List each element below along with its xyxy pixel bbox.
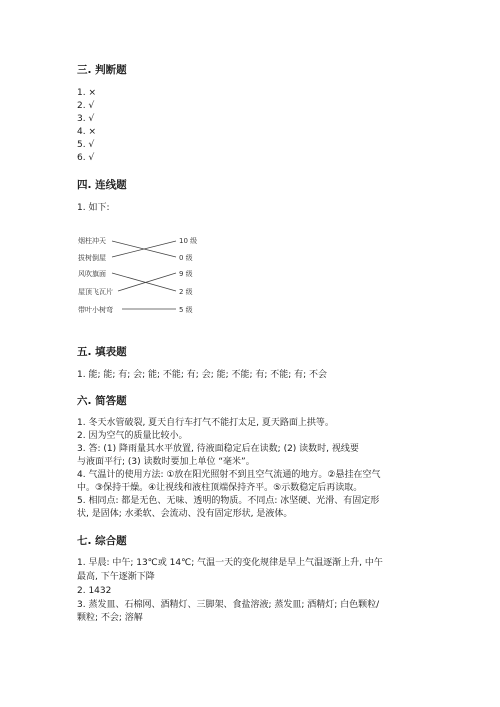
comprehensive-line: 最高, 下午逐渐下降 (77, 572, 155, 582)
short-answer-line: 3. 答: (1) 降雨量其水平放置, 待液面稳定后在读数; (2) 读数时, 视线要 (77, 444, 359, 454)
matching-right-item: 2 级 (179, 288, 193, 296)
section-title-comprehensive: 七. 综合题 (77, 535, 127, 547)
matching-right-item: 5 级 (179, 306, 193, 314)
comprehensive-line: 2. 1432 (77, 586, 112, 596)
short-answer-line: 4. 气温计的使用方法: ①放在阳光照射不到且空气流通的地方。②悬挂在空气 (77, 470, 381, 480)
short-answer-line: 与液面平行; (3) 读数时要加上单位 “毫米”。 (77, 457, 255, 467)
short-answer-line: 5. 相同点: 都是无色、无味、透明的物质。不同点: 冰坚硬、光滑、有固定形 (77, 496, 380, 506)
short-answer-line: 2. 因为空气的质量比较小。 (77, 431, 188, 441)
section-title-fill-table: 五. 填表题 (77, 346, 127, 358)
judgment-answer: 5. √ (77, 140, 95, 150)
matching-right-item: 9 级 (179, 270, 193, 278)
short-answer-line: 状, 是固体; 水柔软、会流动、没有固定形状, 是液体。 (77, 509, 293, 519)
judgment-answer: 3. √ (77, 114, 95, 124)
short-answer-line: 中。③保持干燥。④让视线和液柱顶端保持齐平。⑤示数稳定后再读取。 (77, 483, 363, 493)
matching-left-item: 烟柱冲天 (78, 237, 106, 245)
judgment-answer: 6. √ (77, 153, 95, 163)
section-title-judgment: 三. 判断题 (77, 64, 127, 76)
matching-left-item: 拔树倒屋 (78, 254, 106, 262)
section-title-short-answer: 六. 简答题 (77, 395, 127, 407)
judgment-answer: 1. × (77, 88, 96, 98)
comprehensive-line: 颗粒; 不会; 溶解 (77, 613, 143, 623)
judgment-answer: 4. × (77, 127, 96, 137)
matching-right-item: 0 级 (179, 254, 193, 262)
matching-right-item: 10 级 (179, 237, 198, 245)
matching-left-item: 屋顶飞瓦片 (78, 288, 113, 296)
short-answer-line: 1. 冬天水管破裂, 夏天自行车打气不能打太足, 夏天路面上拱等。 (77, 418, 334, 428)
comprehensive-line: 3. 蒸发皿、石棉网、酒精灯、三脚架、食盐溶液; 蒸发皿; 酒精灯; 白色颗粒/ (77, 600, 380, 610)
matching-left-item: 风吹旗面 (78, 270, 106, 278)
fill-table-answer: 1. 能; 能; 有; 会; 能; 不能; 有; 会; 能; 不能; 有; 不能; 有; 不会 (77, 370, 328, 380)
comprehensive-line: 1. 早晨: 中午; 13℃或 14℃; 气温一天的变化规律是早上气温逐渐上升, 中午 (77, 558, 383, 568)
matching-intro: 1. 如下: (77, 203, 110, 213)
section-title-matching: 四. 连线题 (77, 179, 127, 191)
judgment-answer: 2. √ (77, 101, 95, 111)
matching-left-item: 带叶小树弯 (78, 306, 113, 314)
